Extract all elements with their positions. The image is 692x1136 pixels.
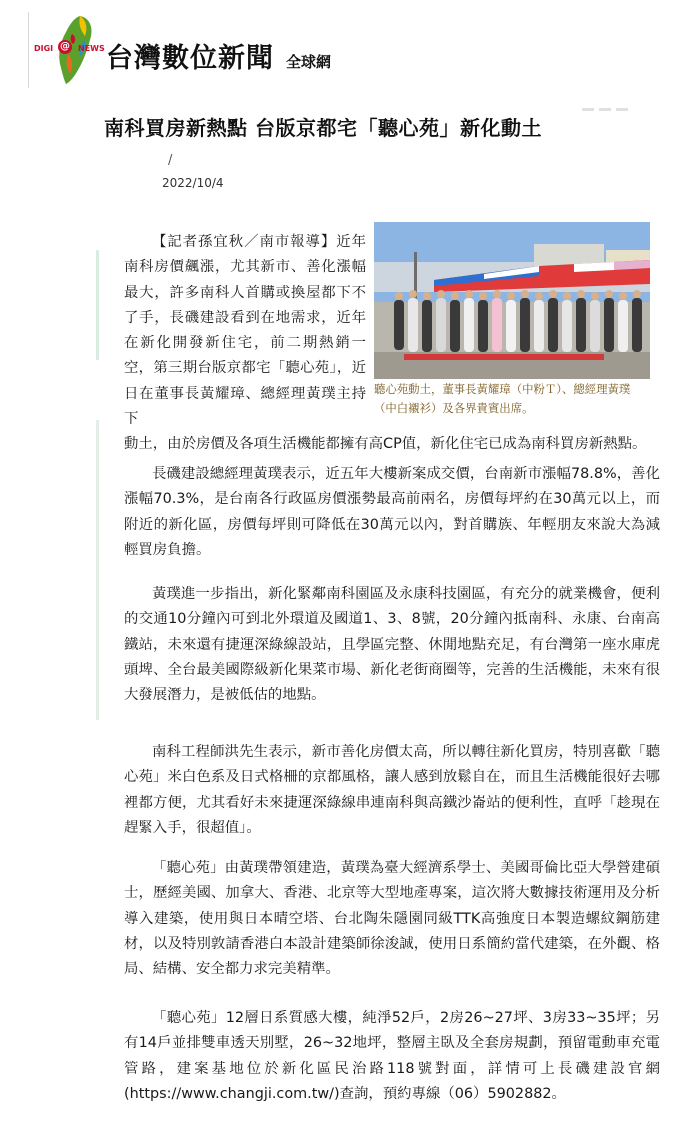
- header-decoration: [582, 96, 642, 102]
- publish-date: 2022/10/4: [162, 176, 224, 190]
- side-marker: [96, 250, 99, 360]
- article-photo[interactable]: [374, 222, 650, 379]
- article-paragraph-5: 「聽心苑」由黃璞帶領建造，黃璞為臺大經濟系學士、美國哥倫比亞大學營建碩士，歷經美國、加拿大、香港、北京等大型地產專案，這次將大數據技術運用及分析導入建築，使用與日本晴空塔、台北陶朱隱園同級TTK高強度日本製造螺紋鋼筋建材，以及特別敦請香港白本設計建築師徐浚誠，使用日系簡約當代建築，在外觀、格局、結構、安全都力求完美精準。: [124, 860, 660, 978]
- logo-at-badge: @: [60, 41, 70, 52]
- article-paragraph-1-continued: 動土，由於房價及各項生活機能都擁有高CP值，新化住宅已成為南科買房新熱點。: [124, 436, 647, 452]
- page-edge-line: [28, 12, 29, 88]
- logo-news-text: NEWS: [78, 44, 105, 53]
- groundbreaking-photo-image: [374, 222, 650, 379]
- logo-digi-text: DIGI: [34, 44, 54, 53]
- photo-caption: 聽心苑動土，董事長黃耀璋（中粉Ｔ）、總經理黃璞（中白襯衫）及各界貴賓出席。: [374, 382, 631, 415]
- article-paragraph-4: 南科工程師洪先生表示，新市善化房價太高，所以轉往新化買房，特別喜歡「聽心苑」米白色系及日式格柵的京都風格，讓人感到放鬆自在，而且生活機能很好去哪裡都方便，尤其看好未來捷運深綠線串連南科與高鐵沙崙站的便利性，直呼「趁現在趕緊入手，很超值」。: [124, 744, 660, 836]
- article-paragraph-1: 【記者孫宜秋／南市報導】近年南科房價飆漲，尤其新市、善化漲幅最大，許多南科人首購或換屋都下不了手，長磯建設看到在地需求，近年在新化開發新住宅，前二期熱銷一空，第三期台版京都宅「聽心苑」，近日在董事長黃耀璋、總經理黃璞主持下: [124, 234, 366, 428]
- side-marker: [96, 420, 99, 720]
- article-paragraph-3: 黃璞進一步指出，新化緊鄰南科園區及永康科技園區，有充分的就業機會，便利的交通10分鐘內可到北外環道及國道1、3、8號，20分鐘內抵南科、永康、台南高鐵站，未來還有捷運深綠線設站，且學區完整、休閒地點充足，有台灣第一座水庫虎頭埤、全台最美國際級新化果菜市場、新化老街商圈等，完善的生活機能，未來有很大發展潛力，是被低估的地點。: [124, 586, 660, 704]
- article-title: 南科買房新熱點 台版京都宅「聽心苑」新化動土: [104, 116, 542, 140]
- site-name[interactable]: 台灣數位新聞: [106, 43, 274, 74]
- byline-separator: /: [168, 153, 173, 168]
- site-subtitle: 全球網: [286, 53, 332, 71]
- article-paragraph-6: 「聽心苑」12層日系質感大樓，純淨52戶，2房26~27坪、3房33~35坪；另有14戶並排雙車透天別墅，26~32地坪，整層主臥及全套房規劃，預留電動車充電管路，建案基地位於新化區民治路118號對面，詳情可上長磯建設官網(https://www.changji.com.tw/)查詢，預約專線（06）5902882。: [124, 1010, 660, 1102]
- article-paragraph-2: 長磯建設總經理黃璞表示，近五年大樓新案成交價，台南新市漲幅78.8%，善化漲幅70.3%，是台南各行政區房價漲勢最高前兩名，房價每坪約在30萬元以上，而附近的新化區，房價每坪則可降低在30萬元以內，對首購族、年輕朋友來說大為減輕買房負擔。: [124, 466, 660, 558]
